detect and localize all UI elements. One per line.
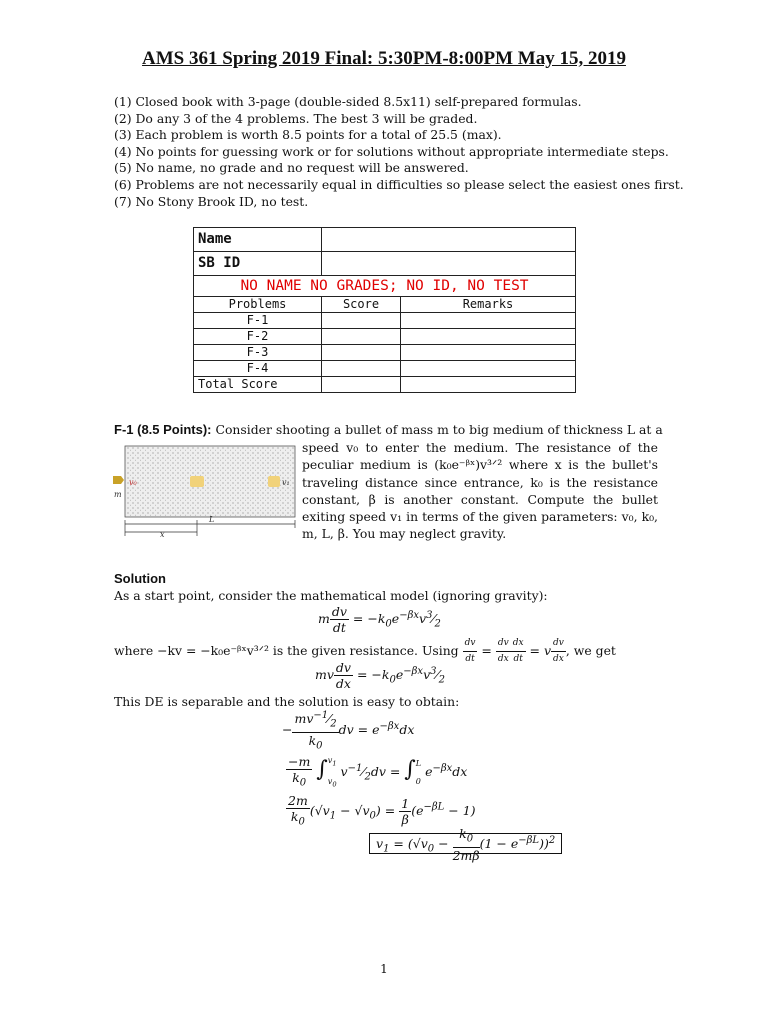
separable-text: This DE is separable and the solution is easy to obtain: (114, 694, 460, 709)
rule-item: (5) No name, no grade and no request will be answered. (114, 160, 469, 176)
f1-label: F-1 (8.5 Points): (114, 422, 212, 437)
solution-heading: Solution (114, 571, 166, 586)
exam-title: AMS 361 Spring 2019 Final: 5:30PM-8:00PM May 15, 2019 (142, 48, 626, 69)
remarks-cell (401, 345, 576, 361)
table-row (194, 329, 576, 345)
score-cell (322, 345, 401, 361)
label-m: m (114, 490, 122, 499)
rule-item: (3) Each problem is worth 8.5 points for a total of 25.5 (max). (114, 127, 502, 143)
label-v0: v₀ (129, 478, 137, 487)
f1-problem-text: speed v₀ to enter the medium. The resistance of the peculiar medium is (k₀e⁻ᵝˣ)v³ᐟ² where x is the bullet's traveling distance since entrance, k₀ is the resistance constant, β is another constant. Compute the bullet exiting speed v₁ in terms of the given parameters: v₀, k₀, m, L, β. You may neglect gravity. (302, 440, 658, 542)
problem-label: F-2 (194, 329, 322, 345)
rule-item: (6) Problems are not necessarily equal in difficulties so please select the easiest ones first. (114, 176, 684, 192)
label-x: x (160, 530, 165, 538)
name-label: Name (194, 228, 322, 252)
header-problems: Problems (194, 297, 322, 313)
chain-rule: $\frac{dv}{dt}$ = $\frac{dv}{dx}$ $\frac{dx}{dt}$ = v $\frac{dv}{dx}$ (464, 638, 564, 664)
score-cell (322, 313, 401, 329)
name-field[interactable] (322, 228, 576, 252)
score-cell (322, 361, 401, 377)
equation-separated: − $\frac{mv^{-1}⁄_2}{k_0}$ dv = $e^{-\beta x}dx$ (282, 710, 415, 752)
equation-velocity-form: mv $\frac{dv}{dx}$ = $-k_0e^{-\beta x}v^3⁄_2$ (315, 660, 445, 691)
f1-first-line: Consider shooting a bullet of mass m to big medium of thickness L at a (215, 422, 663, 437)
table-row (194, 361, 576, 377)
label-L: L (209, 515, 215, 524)
no-name-warning: NO NAME NO GRADES; NO ID, NO TEST (194, 276, 576, 297)
bullet-inside (190, 476, 204, 487)
total-score-label: Total Score (194, 377, 322, 393)
rule-item: (1) Closed book with 3-page (double-sided 8.5x11) self-prepared formulas. (114, 94, 582, 109)
where-text-end: , we get (565, 643, 616, 658)
remarks-cell (401, 313, 576, 329)
final-answer (369, 826, 562, 863)
grade-table (193, 227, 576, 393)
rule-item: (2) Do any 3 of the 4 problems. The best 3 will be graded. (114, 110, 478, 126)
score-cell (322, 329, 401, 345)
page-number: 1 (380, 962, 388, 976)
final-answer-box: $v_1 = (√v_0$ − $\frac{k_0}{2m\beta}$ $(1 - e^{-\beta L}))^2$ (369, 833, 562, 854)
table-row (194, 313, 576, 329)
remarks-cell (401, 329, 576, 345)
equation-evaluated: $\frac{2m}{k_0}$ $(√v_1 - √v_0)$ = $\frac{1}{\beta}$ $(e^{-\beta L} - 1)$ (288, 793, 476, 828)
bullet-exiting (268, 476, 280, 487)
problem-label: F-3 (194, 345, 322, 361)
remarks-cell (401, 361, 576, 377)
where-text: where −kv = −k₀e⁻ᵝˣv³ᐟ² is the given resistance. Using (114, 643, 459, 658)
problem-label: F-1 (194, 313, 322, 329)
equation-integrals: $\frac{-m}{k_0}$ ∫ $v_1$ $v_0$ $v^{-1}⁄_2dv$ = ∫ L 0 $e^{-\beta x}dx$ (288, 754, 468, 789)
solution-intro: As a start point, consider the mathematical model (ignoring gravity): (114, 588, 548, 603)
problem-label: F-4 (194, 361, 322, 377)
bullet-entering (113, 476, 124, 484)
sb-id-label: SB ID (194, 252, 322, 276)
header-remarks: Remarks (401, 297, 576, 313)
header-score: Score (322, 297, 401, 313)
table-row (194, 377, 576, 393)
rule-item: (7) No Stony Brook ID, no test. (114, 193, 309, 209)
total-score-cell (322, 377, 401, 393)
label-v1: v₁ (282, 478, 290, 487)
equation-model: m $\frac{dv}{dt}$ = $-k_0e^{-\beta x}v^3⁄_2$ (318, 604, 441, 635)
f1-heading-line (114, 421, 663, 438)
bullet-medium-figure (112, 442, 298, 538)
rule-item: (4) No points for guessing work or for solutions without appropriate intermediate steps. (114, 143, 669, 159)
sb-id-field[interactable] (322, 252, 576, 276)
exam-rules (114, 94, 684, 210)
total-remarks-cell (401, 377, 576, 393)
table-row (194, 345, 576, 361)
